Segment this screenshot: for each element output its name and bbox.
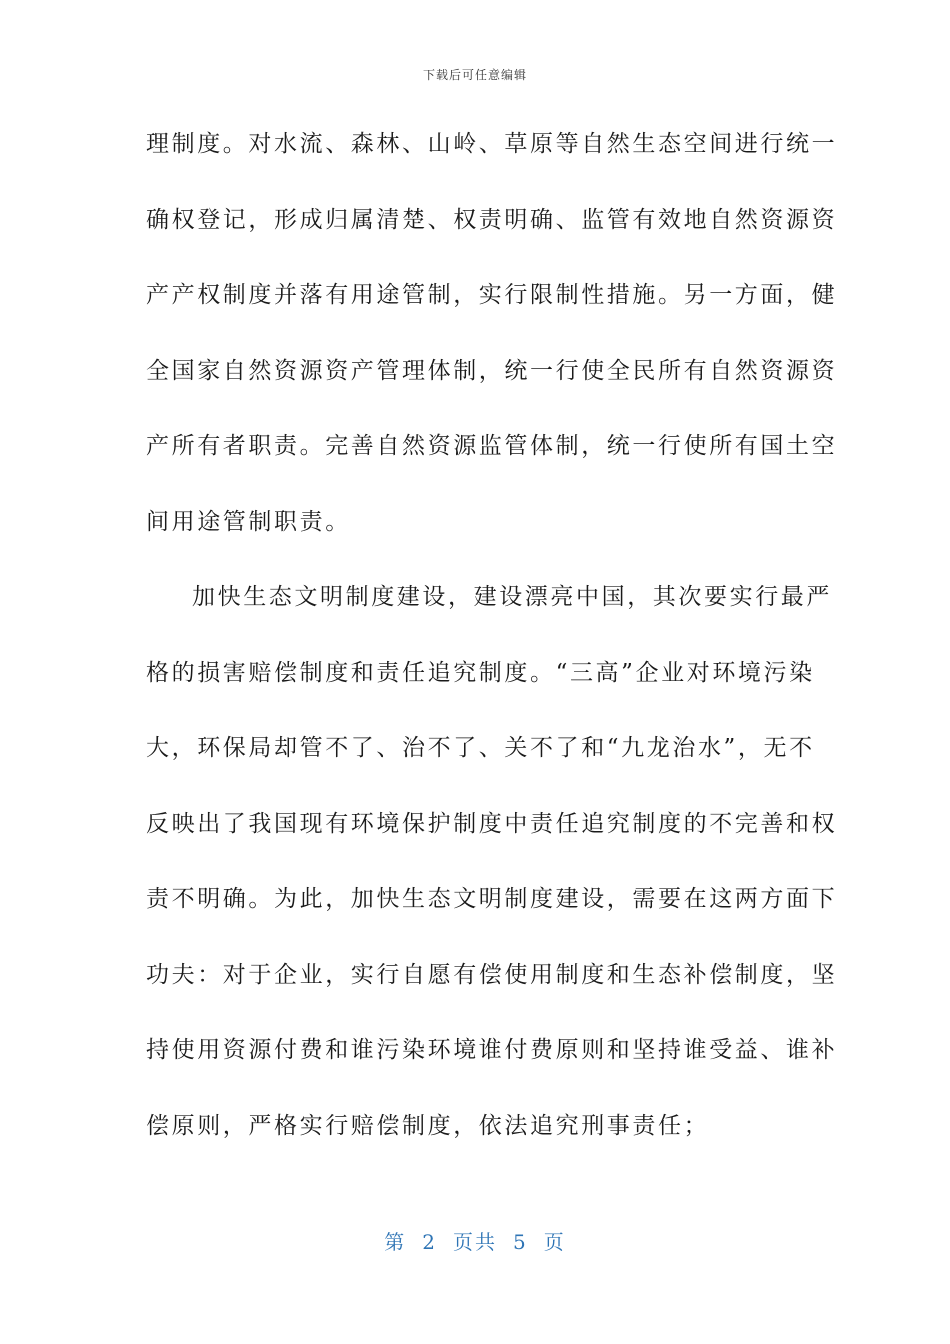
header-note: 下载后可任意编辑 xyxy=(422,68,527,82)
paragraph-2-line: 大，环保局却管不了、治不了、关不了和“九龙治水”，无不 xyxy=(146,735,815,761)
paragraph-2-line: 责不明确。为此，加快生态文明制度建设，需要在这两方面下 xyxy=(146,886,838,912)
paragraph-2-line: 反映出了我国现有环境保护制度中责任追究制度的不完善和权 xyxy=(146,810,838,837)
paragraph-2-line: 偿原则，严格实行赔偿制度，依法追究刑事责任； xyxy=(146,1112,710,1139)
paragraph-1-line: 产产权制度并落有用途管制，实行限制性措施。另一方面，健 xyxy=(146,282,838,308)
page-number-footer xyxy=(0,1226,950,1255)
paragraph-1-line: 产所有者职责。完善自然资源监管体制，统一行使所有国土空 xyxy=(146,433,838,459)
paragraph-2-line: 功夫：对于企业，实行自愿有偿使用制度和生态补偿制度，坚 xyxy=(146,961,838,988)
footer-suffix: 页 xyxy=(543,1230,566,1254)
total-page-count: 5 xyxy=(513,1230,528,1254)
paragraph-2-line: 格的损害赔偿制度和责任追究制度。“三高”企业对环境污染 xyxy=(146,659,815,686)
document-body xyxy=(146,121,838,1178)
paragraph-1-line: 理制度。对水流、森林、山岭、草原等自然生态空间进行统一 xyxy=(146,131,838,157)
current-page-number: 2 xyxy=(422,1230,437,1254)
paragraph-1-line: 确权登记，形成归属清楚、权责明确、监管有效地自然资源资 xyxy=(146,206,838,233)
paragraph-1-line: 全国家自然资源资产管理体制，统一行使全民所有自然资源资 xyxy=(146,357,838,384)
footer-prefix: 第 xyxy=(384,1230,407,1254)
paragraph-1-line: 间用途管制职责。 xyxy=(146,508,351,535)
footer-middle: 页共 xyxy=(453,1230,497,1254)
paragraph-2-line: 加快生态文明制度建设，建设漂亮中国，其次要实行最严 xyxy=(192,584,832,610)
paragraph-2-line: 持使用资源付费和谁污染环境谁付费原则和坚持谁受益、谁补 xyxy=(146,1037,838,1063)
